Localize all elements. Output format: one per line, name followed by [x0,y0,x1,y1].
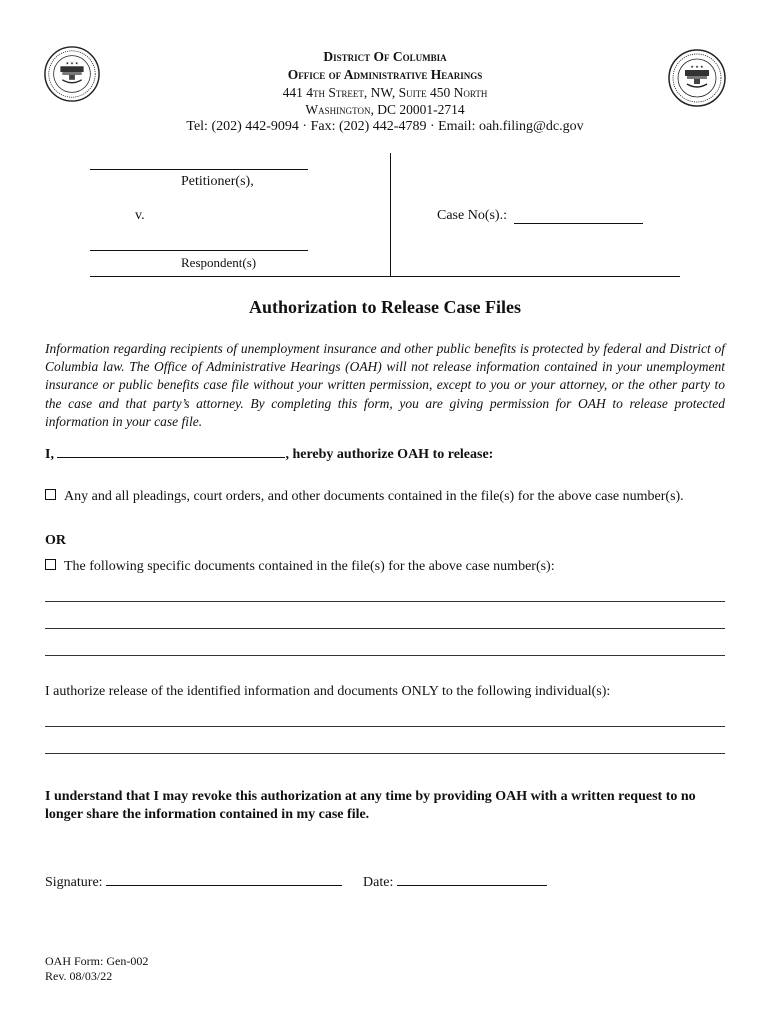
caption-bottom-rule [90,276,680,277]
signature-row [45,875,547,891]
or-label: OR [45,533,66,548]
option-all-documents-text: Any and all pleadings, court orders, and other documents contained in the file(s) for the above case number(s). [64,489,684,504]
revocation-statement: I understand that I may revoke this authorization at any time by providing OAH with a written request to no longer share the information contained in my case file. [45,789,696,822]
specific-documents-line-1[interactable] [45,601,725,602]
agency-jurisdiction: District Of Columbia [323,49,447,64]
agency-contact: Tel: (202) 442-9094 · Fax: (202) 442-4789 · Email: oah.filing@dc.gov [186,119,584,134]
authorization-suffix: , hereby authorize OAH to release: [285,447,494,462]
specific-documents-line-2[interactable] [45,628,725,629]
petitioner-name-line[interactable] [90,169,308,170]
signature-label: Signature: [45,875,103,890]
case-number-label: Case No(s).: [437,208,507,223]
form-title: Authorization to Release Case Files [249,297,521,317]
signature-field[interactable] [106,885,342,886]
versus-label: v. [135,208,145,223]
option-specific-documents [45,559,725,575]
specific-documents-line-3[interactable] [45,655,725,656]
case-number-field[interactable] [514,223,643,224]
caption-divider [390,153,391,277]
agency-name: Office of Administrative Hearings [287,67,483,82]
privacy-notice: Information regarding recipients of unemployment insurance and other public benefits is protected by federal and District of Columbia law. The Office of Administrative Hearings (OAH) will not release information contained in your unemployment insurance or public benefits case file without your written permission, except to you or your attorney, or the other party to the case and that party’s attorney. By completing this form, you are giving permission for OAH to release protected information in your case file. [45,341,725,429]
form-revision: Rev. 08/03/22 [45,969,113,983]
authorization-prefix: I, [45,447,54,462]
svg-text:★ ★ ★: ★ ★ ★ [65,60,79,66]
specific-documents-checkbox[interactable] [45,559,56,570]
recipient-line-2[interactable] [45,753,725,754]
svg-text:★ ★ ★: ★ ★ ★ [690,64,704,69]
option-specific-documents-text: The following specific documents contained in the file(s) for the above case number(s): [64,559,555,574]
respondent-label: Respondent(s) [181,255,257,270]
all-documents-checkbox[interactable] [45,489,56,500]
authorization-statement [45,447,493,463]
release-recipient-instruction: I authorize release of the identified information and documents ONLY to the following individual(s): [45,684,611,699]
authorizer-name-field[interactable] [57,457,285,458]
form-identifier: OAH Form: Gen-002 [45,954,149,968]
option-all-documents [45,488,685,506]
agency-street: 441 4th Street, NW, Suite 450 North [282,85,488,100]
respondent-name-line[interactable] [90,250,308,251]
recipient-line-1[interactable] [45,726,725,727]
petitioner-label: Petitioner(s), [181,174,254,189]
date-field[interactable] [397,885,547,886]
agency-city: Washington, DC 20001-2714 [305,102,465,117]
date-label: Date: [363,875,394,890]
